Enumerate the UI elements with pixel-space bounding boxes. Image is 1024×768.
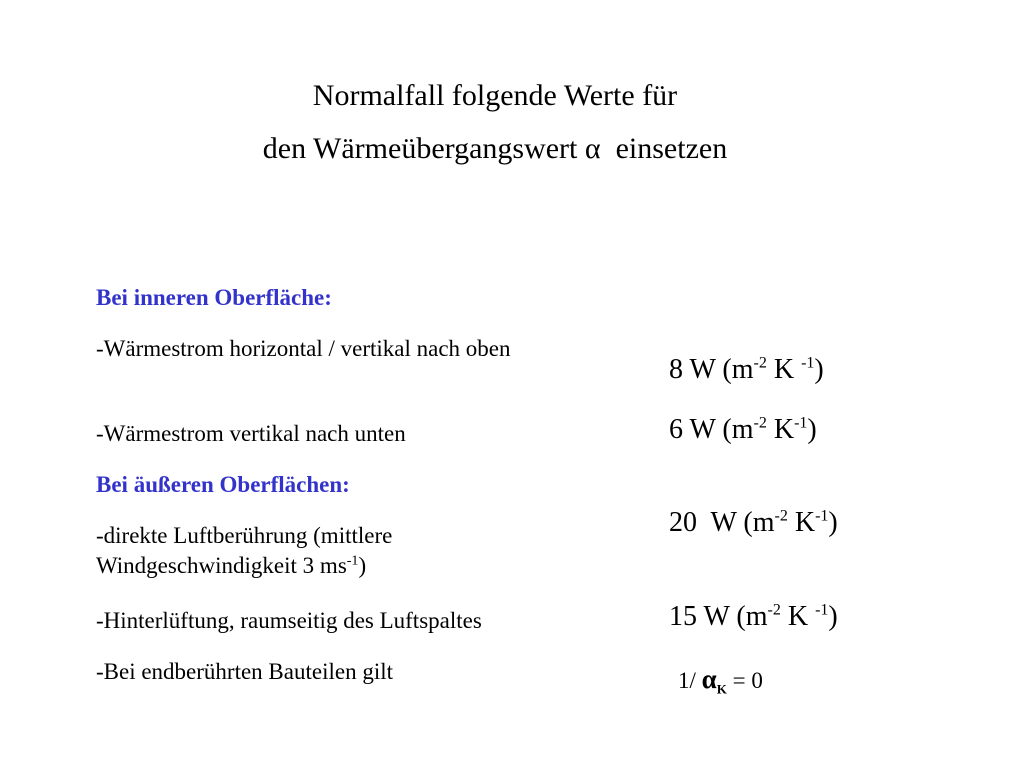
- slide-title-line-1: Normalfall folgende Werte für: [312, 79, 678, 112]
- ground-contact-formula: [678, 664, 763, 696]
- outer-item-direct-air-contact: [96, 521, 586, 581]
- title-text-prefix: den Wärmeübergangswert: [262, 132, 578, 165]
- value-inner-upward: [669, 354, 824, 386]
- formula-suffix: = 0: [726, 668, 763, 693]
- value-exponent: -1: [794, 414, 808, 432]
- outer-surface-heading: Bei äußeren Oberflächen:: [96, 472, 350, 497]
- value-unit: K: [766, 354, 802, 385]
- outer-item-rear-ventilation: -Hinterlüftung, raumseitig des Luftspaltes: [96, 608, 482, 633]
- formula-subscript: K: [716, 681, 727, 697]
- value-exponent: -2: [753, 354, 767, 372]
- inner-item-horizontal-upward: -Wärmestrom horizontal / vertikal nach oben: [96, 336, 511, 361]
- value-close: ): [814, 354, 824, 385]
- value-close: ): [828, 601, 838, 632]
- value-text: 20 W (m: [669, 507, 775, 538]
- value-exponent: -1: [815, 601, 829, 619]
- value-unit: K: [780, 601, 816, 632]
- value-text: 8 W (m: [669, 354, 754, 385]
- formula-prefix: 1/: [678, 668, 702, 693]
- value-unit: K: [766, 414, 795, 445]
- value-exponent: -2: [753, 414, 767, 432]
- value-unit: K: [787, 507, 816, 538]
- value-exponent: -2: [767, 601, 781, 619]
- value-exponent: -1: [801, 354, 815, 372]
- wind-speed-exponent: -1: [346, 553, 359, 569]
- value-text: 15 W (m: [669, 601, 768, 632]
- value-close: ): [828, 507, 838, 538]
- outer-item-direct-air-close: ): [358, 553, 367, 578]
- value-exponent: -1: [815, 507, 829, 525]
- alpha-symbol: α: [701, 664, 717, 694]
- outer-item-direct-air-text: -direkte Luftberührung (mittlere Windgeschwindigkeit 3 ms: [96, 523, 393, 578]
- title-text-suffix: einsetzen: [615, 132, 728, 165]
- slide-title-line-2: [0, 132, 990, 166]
- value-inner-downward: [669, 414, 817, 446]
- value-outer-ventilated: [669, 601, 838, 633]
- inner-surface-heading: Bei inneren Oberfläche:: [96, 285, 332, 310]
- inner-item-downward: -Wärmestrom vertikal nach unten: [96, 421, 406, 446]
- alpha-symbol: α: [584, 132, 601, 165]
- value-text: 6 W (m: [669, 414, 754, 445]
- value-outer-direct: [669, 507, 838, 539]
- value-exponent: -2: [774, 507, 788, 525]
- outer-item-ground-contact: -Bei endberührten Bauteilen gilt: [96, 659, 393, 684]
- value-close: ): [807, 414, 817, 445]
